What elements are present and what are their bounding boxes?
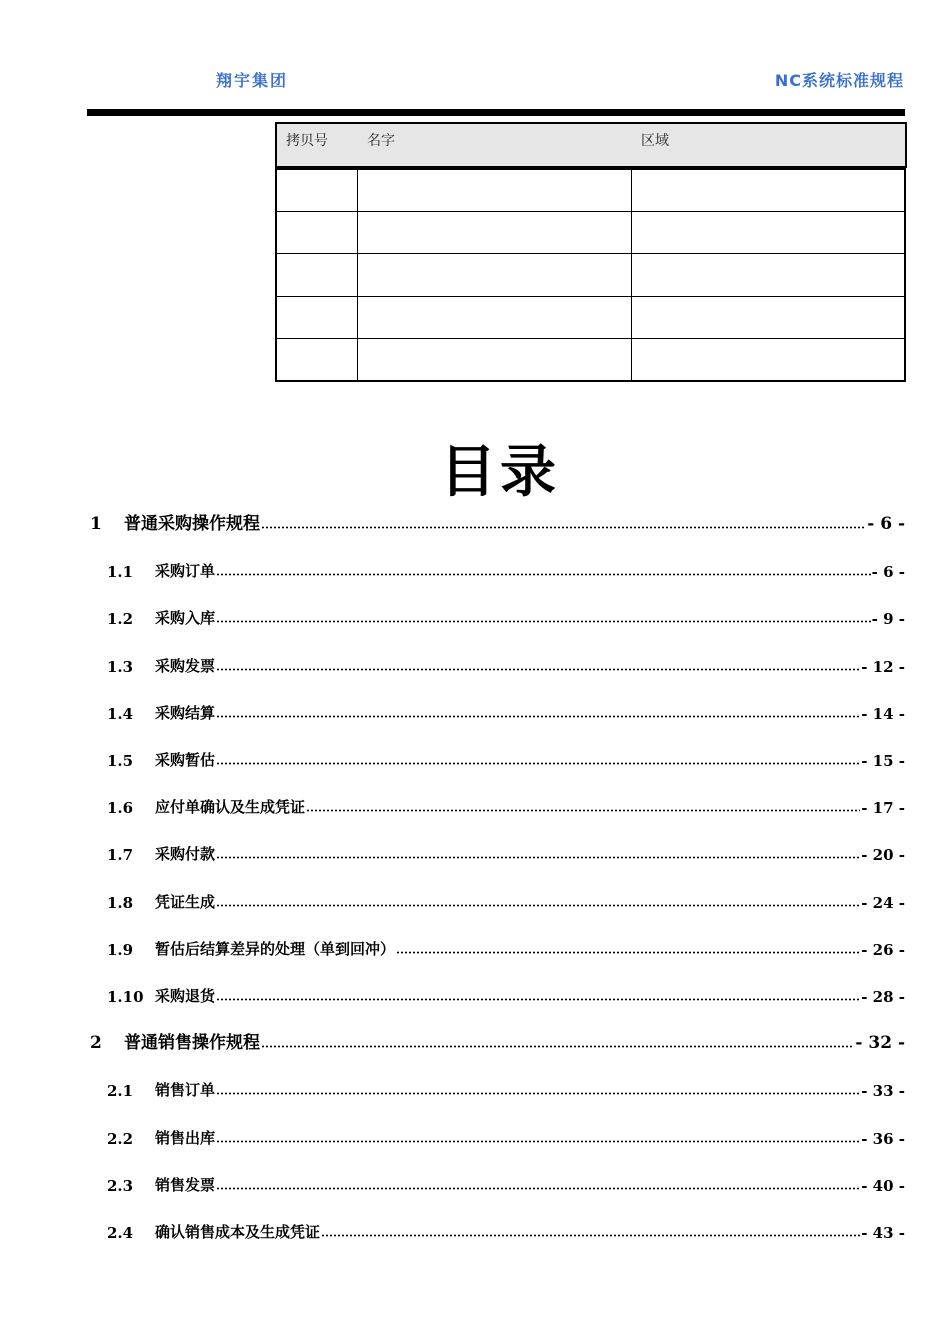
toc-entry-number: 1	[90, 514, 102, 534]
toc-dot-leader	[216, 620, 871, 623]
toc-dot-leader	[261, 526, 866, 529]
toc-entry-title: 采购发票	[155, 656, 216, 675]
toc-entry[interactable]	[90, 793, 905, 817]
document-title: NC系统标准规程	[774, 71, 904, 90]
table-cell	[631, 254, 905, 296]
toc-entry-title: 采购入库	[155, 609, 216, 628]
toc-dot-leader	[216, 1140, 860, 1143]
toc-entry-page: - 33 -	[861, 1082, 905, 1101]
toc-entry-page: - 32 -	[855, 1033, 905, 1054]
toc-dot-leader	[216, 573, 871, 576]
toc-entry-number: 1.6	[107, 799, 134, 818]
toc-entry-title: 确认销售成本及生成凭证	[155, 1223, 321, 1241]
toc-entry[interactable]	[90, 1029, 905, 1053]
toc-entry-title: 应付单确认及生成凭证	[155, 798, 306, 817]
toc-entry-number: 1.9	[107, 940, 134, 959]
toc-entry-number: 1.1	[107, 563, 134, 582]
table-row	[276, 169, 905, 212]
toc-dot-leader	[396, 951, 860, 954]
toc-entry[interactable]	[90, 1076, 905, 1100]
toc-entry-page: - 17 -	[861, 799, 905, 818]
toc-entry[interactable]	[90, 1124, 905, 1148]
table-row	[276, 338, 905, 381]
toc-dot-leader	[261, 1045, 854, 1048]
copy-table-header	[275, 122, 907, 168]
toc-entry-number: 1.10	[107, 988, 144, 1006]
toc-entry-title: 普通采购操作规程	[124, 514, 260, 534]
toc-entry-number: 1.4	[107, 704, 134, 723]
toc-dot-leader	[216, 715, 860, 718]
toc-entry[interactable]	[90, 510, 905, 534]
table-cell	[276, 212, 357, 254]
company-name: 翔宇集团	[216, 71, 289, 90]
toc-entry-number: 1.7	[107, 846, 134, 865]
toc-entry-title: 凭证生成	[155, 892, 216, 911]
toc-entry-title: 采购订单	[155, 562, 216, 581]
toc-title: 目录	[440, 440, 560, 505]
toc-dot-leader	[216, 856, 860, 859]
toc-entry-page: - 36 -	[861, 1129, 905, 1148]
toc-entry-page: - 6 -	[871, 563, 905, 582]
toc-entry-title: 采购付款	[155, 845, 216, 864]
table-cell	[357, 212, 631, 254]
toc-entry[interactable]	[90, 1171, 905, 1195]
table-cell	[357, 254, 631, 296]
toc-entry-number: 2.4	[107, 1224, 134, 1242]
toc-dot-leader	[216, 762, 860, 765]
toc-entry-number: 1.5	[107, 752, 134, 770]
toc-entry-number: 2	[90, 1033, 102, 1054]
table-cell	[631, 212, 905, 254]
toc-entry[interactable]	[90, 982, 905, 1006]
toc-entry-title: 采购暂估	[155, 751, 216, 769]
toc-entry-page: - 20 -	[861, 846, 905, 865]
toc-entry-title: 采购退货	[155, 987, 216, 1005]
toc-dot-leader	[321, 1234, 860, 1237]
toc-entry-page: - 26 -	[861, 940, 905, 959]
toc-entry-page: - 24 -	[861, 893, 905, 912]
toc-entry[interactable]	[90, 557, 905, 581]
column-header-copy-no: 拷贝号	[286, 133, 328, 149]
column-header-area: 区域	[641, 133, 669, 149]
toc-entry-number: 1.3	[107, 657, 134, 676]
toc-entry[interactable]	[90, 652, 905, 676]
toc-dot-leader	[216, 904, 860, 907]
toc-entry-title: 销售订单	[155, 1081, 216, 1100]
toc-entry-number: 1.8	[107, 893, 134, 912]
table-cell	[357, 338, 631, 381]
toc-entry-page: - 12 -	[861, 657, 905, 676]
table-cell	[276, 254, 357, 296]
toc-entry-title: 销售发票	[155, 1175, 216, 1194]
table-cell	[276, 338, 357, 381]
toc-dot-leader	[216, 668, 860, 671]
table-cell	[357, 296, 631, 338]
toc-entry[interactable]	[90, 746, 905, 770]
toc-entry[interactable]	[90, 840, 905, 864]
table-cell	[357, 169, 631, 212]
toc-entry-page: - 14 -	[861, 704, 905, 723]
toc-entry-page: - 15 -	[861, 752, 905, 770]
table-row	[276, 296, 905, 338]
table-cell	[276, 296, 357, 338]
toc-entry-page: - 43 -	[861, 1224, 905, 1242]
toc-entry[interactable]	[90, 604, 905, 628]
toc-entry-number: 1.2	[107, 610, 134, 629]
toc-dot-leader	[216, 1092, 860, 1095]
toc-entry-page: - 28 -	[861, 988, 905, 1006]
toc-entry-page: - 6 -	[867, 514, 905, 534]
toc-entry-title: 普通销售操作规程	[124, 1033, 260, 1054]
toc-entry-page: - 9 -	[871, 610, 905, 629]
copy-table	[275, 168, 906, 382]
toc-entry-page: - 40 -	[861, 1176, 905, 1195]
toc-entry-title: 采购结算	[155, 703, 216, 722]
column-header-name: 名字	[367, 133, 395, 149]
toc-entry[interactable]	[90, 935, 905, 959]
table-cell	[276, 169, 357, 212]
toc-entry[interactable]	[90, 888, 905, 912]
toc-entry[interactable]	[90, 1218, 905, 1242]
table-cell	[631, 169, 905, 212]
table-row	[276, 254, 905, 296]
table-cell	[631, 296, 905, 338]
toc-dot-leader	[306, 809, 860, 812]
toc-entry-number: 2.1	[107, 1082, 134, 1101]
toc-entry-title: 销售出库	[155, 1128, 216, 1147]
toc-entry-number: 2.2	[107, 1129, 134, 1148]
table-cell	[631, 338, 905, 381]
header-rule	[87, 109, 905, 116]
toc-entry-title: 暂估后结算差异的处理（单到回冲）	[155, 939, 396, 958]
toc-dot-leader	[216, 1187, 860, 1190]
toc-entry[interactable]	[90, 699, 905, 723]
table-row	[276, 212, 905, 254]
toc-entry-number: 2.3	[107, 1176, 134, 1195]
toc-dot-leader	[216, 998, 860, 1001]
